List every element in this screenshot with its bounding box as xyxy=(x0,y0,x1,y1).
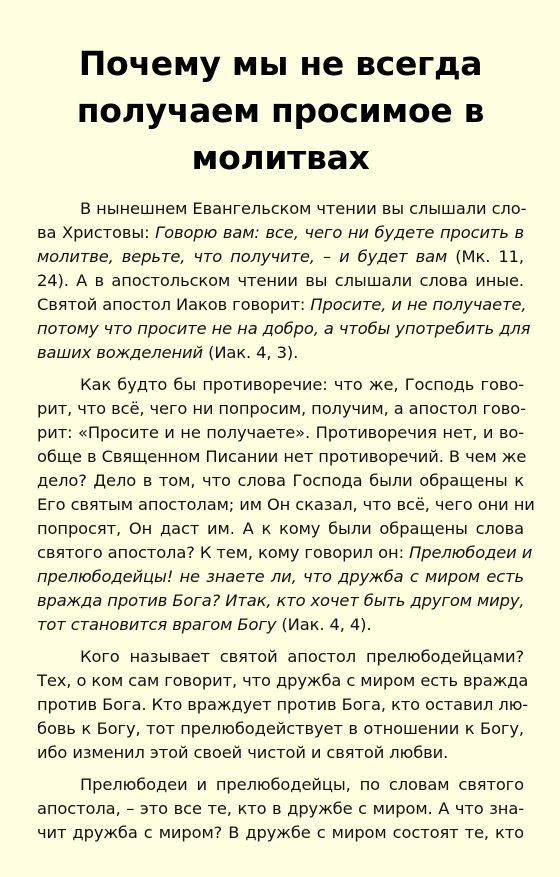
scripture-quote: потому что просите не на добро, а чтобы употребить для xyxy=(37,319,531,338)
paragraph xyxy=(37,773,524,845)
text-line xyxy=(37,741,524,765)
text-run: рит, что всё, чего ни попросим, получим, а апостол гово- xyxy=(37,399,526,418)
text-run: (Иак. 4, 4). xyxy=(276,615,372,634)
title-line-1: Почему мы не всегда xyxy=(78,44,483,83)
text-line xyxy=(37,317,531,341)
text-line xyxy=(37,341,524,365)
text-run: (Мк. 11, xyxy=(447,247,524,266)
text-run: Тех, о ком сам говорит, что дружба с миром есть вражда xyxy=(37,671,529,690)
text-line xyxy=(37,269,524,293)
text-run: апостола, – это все те, кто в дружбе с миром. А что зна- xyxy=(37,799,524,818)
text-line xyxy=(37,797,524,821)
scripture-quote: Прелюбодеи и xyxy=(409,543,533,562)
text-line xyxy=(37,469,524,493)
text-run: Кого называет святой апостол прелюбодейцами? xyxy=(80,647,524,666)
scripture-quote: тот становится врагом Богу xyxy=(37,615,277,634)
text-line xyxy=(37,493,535,517)
scripture-quote: Говорю вам: все, чего ни будете просить в xyxy=(155,223,524,242)
text-run: рит: «Просите и не получаете». Противоречия нет, и во- xyxy=(37,423,524,442)
text-run: обще в Священном Писании нет противоречий. В чем же xyxy=(37,447,527,466)
text-run: Его святым апостолам; им Он сказал, что всё, чего они ни xyxy=(37,495,535,514)
scripture-quote: вражда против Бога? Итак, кто хочет быть другом миру, xyxy=(37,591,525,610)
text-run: Как будто бы противоречие: что же, Господь гово- xyxy=(80,375,524,394)
document-body xyxy=(37,197,535,845)
scripture-quote: ваших вожделений xyxy=(37,343,203,362)
text-line xyxy=(37,373,524,397)
text-run: 24). А в апостольском чтении вы слышали слова иные. xyxy=(37,271,524,290)
text-line xyxy=(37,197,527,221)
text-line xyxy=(37,517,524,541)
text-run: чит дружба с миром? В дружбе с миром состоят те, кто xyxy=(37,823,524,842)
paragraph xyxy=(37,645,529,765)
text-line xyxy=(37,421,524,445)
text-run: попросят, Он даст им. А к кому были обращены слова xyxy=(37,519,524,538)
text-line xyxy=(37,293,527,317)
text-line xyxy=(37,645,524,669)
text-line xyxy=(37,445,527,469)
paragraph xyxy=(37,373,535,637)
text-line xyxy=(37,669,529,693)
page-title xyxy=(37,0,524,181)
text-line xyxy=(37,717,524,741)
paragraph xyxy=(37,197,531,365)
title-line-2: получаем просимое в xyxy=(76,91,485,130)
text-run: против Бога. Кто враждует против Бога, кто оставил лю- xyxy=(37,695,529,714)
scripture-quote: Просите, и не получаете, xyxy=(310,295,527,314)
text-line xyxy=(37,821,524,845)
text-line xyxy=(37,397,524,421)
text-run: ва Христовы: xyxy=(37,223,156,242)
text-run: святого апостола? К тем, кому говорил он: xyxy=(37,543,410,562)
text-line xyxy=(37,221,524,245)
text-run: Святой апостол Иаков говорит: xyxy=(37,295,311,314)
text-line xyxy=(37,773,524,797)
scripture-quote: молитве, верьте, что получите, – и будет вам xyxy=(37,247,448,266)
text-line xyxy=(37,541,533,565)
text-line xyxy=(37,613,524,637)
text-line xyxy=(37,589,524,613)
text-run: ибо изменил этой своей чистой и святой любви. xyxy=(37,743,449,762)
text-run: (Иак. 4, 3). xyxy=(203,343,299,362)
text-line xyxy=(37,245,524,269)
text-run: В нынешнем Евангельском чтении вы слышали сло- xyxy=(80,199,527,218)
text-run: бовь к Богу, тот прелюбодействует в отношении к Богу, xyxy=(37,719,524,738)
text-line xyxy=(37,693,529,717)
text-run: Прелюбодеи и прелюбодейцы, по словам святого xyxy=(80,775,524,794)
text-line xyxy=(37,565,524,589)
title-line-3: молитвах xyxy=(191,138,370,177)
text-run: дело? Дело в том, что слова Господа были обращены к xyxy=(37,471,524,490)
scripture-quote: прелюбодейцы! не знаете ли, что дружба с миром есть xyxy=(37,567,524,586)
